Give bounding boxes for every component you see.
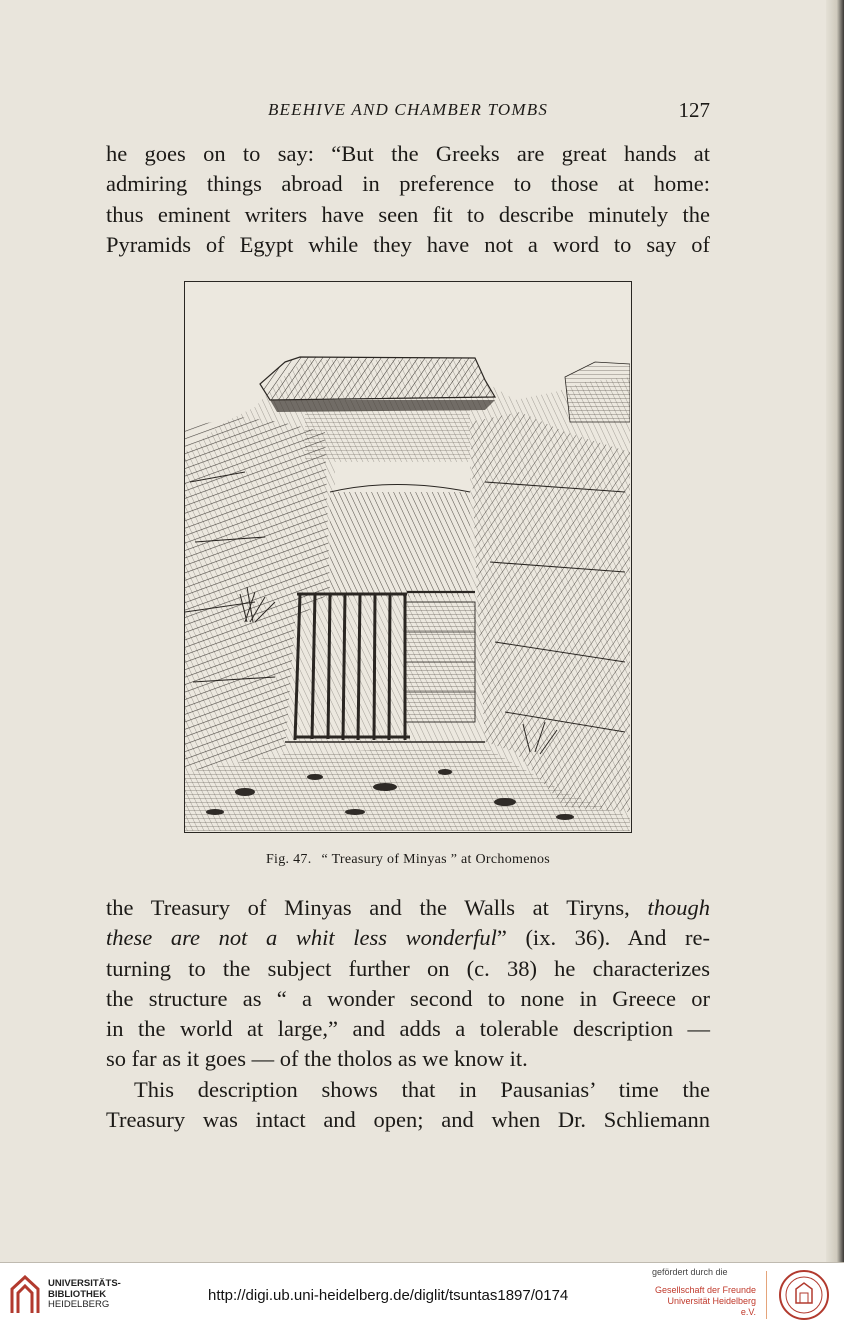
figure-number: Fig. 47. — [265, 852, 312, 867]
library-name — [48, 1279, 121, 1311]
text-line: the structure as “ a wonder second to none in Greece or — [106, 985, 710, 1011]
library-name-line: BIBLIOTHEK — [48, 1288, 107, 1300]
text-line: thus eminent writers have seen fit to describe minutely the — [106, 201, 710, 227]
footer-divider — [766, 1271, 767, 1319]
figure-engraving — [184, 281, 632, 833]
text-line — [106, 893, 710, 923]
text-segment: ” (ix. 36). And re- — [496, 925, 711, 951]
text-line: Pyramids of Egypt while they have not a word to say of — [106, 231, 710, 257]
italic-segment: these are not a whit less wonderful — [106, 925, 497, 951]
figure-caption — [184, 852, 632, 868]
text-line: admiring things abroad in preference to those at home: — [106, 171, 710, 197]
university-library-logo-icon — [8, 1275, 42, 1315]
sponsor-label: gefördert durch die — [652, 1267, 728, 1277]
text-segment: the Treasury of Minyas and the Walls at Tiryns, — [106, 895, 630, 920]
text-line: Treasury was intact and open; and when Dr. Schliemann — [106, 1107, 710, 1133]
running-head — [106, 98, 710, 126]
text-line — [106, 923, 710, 953]
text-line: turning to the subject further on (c. 38) he characterizes — [106, 955, 710, 981]
running-title: BEEHIVE AND CHAMBER TOMBS — [267, 100, 549, 119]
university-seal-icon — [776, 1269, 832, 1321]
sponsor-name-line: Gesellschaft der Freunde — [654, 1285, 756, 1295]
permalink-url[interactable]: http://digi.ub.uni-heidelberg.de/diglit/tsuntas1897/0174 — [208, 1287, 569, 1304]
top-paragraph — [106, 139, 710, 260]
text-line: so far as it goes — of the tholos as we know it. — [106, 1046, 528, 1072]
library-name-line: HEIDELBERG — [48, 1299, 110, 1310]
viewer-footer — [0, 1262, 844, 1326]
italic-segment: though — [647, 895, 710, 920]
sponsor-name — [652, 1285, 756, 1318]
figure-caption-text: “ Treasury of Minyas ” at Orchomenos — [321, 852, 551, 867]
bottom-paragraph — [106, 893, 710, 1135]
text-line: he goes on to say: “But the Greeks are great hands at — [106, 141, 710, 166]
treasury-doorway-illustration — [185, 282, 630, 831]
text-line: in the world at large,” and adds a tolerable description — — [106, 1016, 710, 1042]
library-name-line: UNIVERSITÄTS- — [48, 1278, 121, 1289]
page-number: 127 — [678, 98, 710, 122]
sponsor-name-line: Universität Heidelberg e.V. — [667, 1296, 756, 1317]
text-line: This description shows that in Pausanias’ time the — [134, 1076, 710, 1102]
page-edge-shadow — [826, 0, 844, 1262]
